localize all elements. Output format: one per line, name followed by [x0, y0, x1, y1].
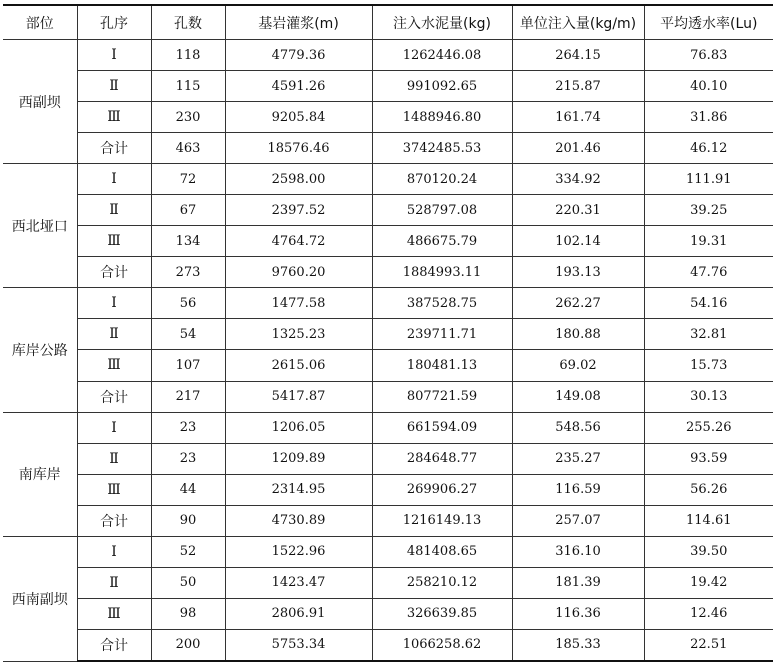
table-row — [3, 102, 773, 133]
average-permeability-cell: 31.86 — [644, 102, 773, 133]
header-part: 部位 — [3, 5, 77, 40]
hole-sequence-cell: Ⅰ — [77, 40, 151, 71]
cement-injected-cell: 661594.09 — [372, 412, 512, 443]
header-hole-count: 孔数 — [151, 5, 225, 40]
cement-injected-cell: 180481.13 — [372, 350, 512, 381]
average-permeability-cell: 114.61 — [644, 505, 773, 536]
table-row — [3, 567, 773, 598]
hole-sequence-cell: 合计 — [77, 505, 151, 536]
bedrock-grouting-cell: 1206.05 — [225, 412, 372, 443]
part-cell: 西副坝 — [3, 40, 77, 164]
average-permeability-cell: 39.50 — [644, 536, 773, 567]
cement-injected-cell: 486675.79 — [372, 226, 512, 257]
hole-sequence-cell: Ⅰ — [77, 536, 151, 567]
cement-injected-cell: 481408.65 — [372, 536, 512, 567]
cement-injected-cell: 1884993.11 — [372, 257, 512, 288]
part-cell: 南库岸 — [3, 412, 77, 536]
unit-injection-cell: 215.87 — [512, 71, 644, 102]
header-average-permeability: 平均透水率(Lu) — [644, 5, 773, 40]
cement-injected-cell: 269906.27 — [372, 474, 512, 505]
bedrock-grouting-cell: 1477.58 — [225, 288, 372, 319]
hole-count-cell: 54 — [151, 319, 225, 350]
table-row — [3, 164, 773, 195]
part-cell: 西南副坝 — [3, 536, 77, 661]
table-row — [3, 598, 773, 629]
table-row — [3, 71, 773, 102]
average-permeability-cell: 40.10 — [644, 71, 773, 102]
hole-sequence-cell: Ⅲ — [77, 350, 151, 381]
average-permeability-cell: 54.16 — [644, 288, 773, 319]
hole-count-cell: 463 — [151, 133, 225, 164]
bedrock-grouting-cell: 9760.20 — [225, 257, 372, 288]
hole-count-cell: 90 — [151, 505, 225, 536]
average-permeability-cell: 12.46 — [644, 598, 773, 629]
bedrock-grouting-cell: 2615.06 — [225, 350, 372, 381]
cement-injected-cell: 1066258.62 — [372, 629, 512, 661]
table-row — [3, 319, 773, 350]
bedrock-grouting-cell: 5417.87 — [225, 381, 372, 412]
hole-sequence-cell: Ⅱ — [77, 195, 151, 226]
hole-count-cell: 98 — [151, 598, 225, 629]
hole-count-cell: 50 — [151, 567, 225, 598]
average-permeability-cell: 76.83 — [644, 40, 773, 71]
unit-injection-cell: 69.02 — [512, 350, 644, 381]
bedrock-grouting-cell: 2397.52 — [225, 195, 372, 226]
table-row — [3, 226, 773, 257]
cement-injected-cell: 387528.75 — [372, 288, 512, 319]
bedrock-grouting-cell: 1209.89 — [225, 443, 372, 474]
bedrock-grouting-cell: 9205.84 — [225, 102, 372, 133]
average-permeability-cell: 15.73 — [644, 350, 773, 381]
hole-count-cell: 134 — [151, 226, 225, 257]
cement-injected-cell: 258210.12 — [372, 567, 512, 598]
unit-injection-cell: 161.74 — [512, 102, 644, 133]
unit-injection-cell: 185.33 — [512, 629, 644, 661]
unit-injection-cell: 334.92 — [512, 164, 644, 195]
average-permeability-cell: 255.26 — [644, 412, 773, 443]
unit-injection-cell: 264.15 — [512, 40, 644, 71]
hole-sequence-cell: Ⅱ — [77, 319, 151, 350]
cement-injected-cell: 1216149.13 — [372, 505, 512, 536]
hole-sequence-cell: Ⅰ — [77, 288, 151, 319]
hole-sequence-cell: 合计 — [77, 629, 151, 661]
bedrock-grouting-cell: 18576.46 — [225, 133, 372, 164]
cement-injected-cell: 326639.85 — [372, 598, 512, 629]
average-permeability-cell: 32.81 — [644, 319, 773, 350]
unit-injection-cell: 180.88 — [512, 319, 644, 350]
cement-injected-cell: 284648.77 — [372, 443, 512, 474]
hole-sequence-cell: Ⅰ — [77, 412, 151, 443]
hole-count-cell: 52 — [151, 536, 225, 567]
average-permeability-cell: 19.42 — [644, 567, 773, 598]
bedrock-grouting-cell: 4730.89 — [225, 505, 372, 536]
average-permeability-cell: 46.12 — [644, 133, 773, 164]
hole-count-cell: 115 — [151, 71, 225, 102]
table-body — [3, 40, 773, 662]
hole-sequence-cell: Ⅲ — [77, 226, 151, 257]
header-cement-injected: 注入水泥量(kg) — [372, 5, 512, 40]
bedrock-grouting-cell: 1522.96 — [225, 536, 372, 567]
unit-injection-cell: 102.14 — [512, 226, 644, 257]
part-cell: 西北垭口 — [3, 164, 77, 288]
cement-injected-cell: 870120.24 — [372, 164, 512, 195]
table-row — [3, 40, 773, 71]
hole-count-cell: 23 — [151, 443, 225, 474]
bedrock-grouting-cell: 2598.00 — [225, 164, 372, 195]
cement-injected-cell: 3742485.53 — [372, 133, 512, 164]
cement-injected-cell: 1488946.80 — [372, 102, 512, 133]
unit-injection-cell: 149.08 — [512, 381, 644, 412]
hole-sequence-cell: Ⅱ — [77, 443, 151, 474]
average-permeability-cell: 39.25 — [644, 195, 773, 226]
average-permeability-cell: 22.51 — [644, 629, 773, 661]
average-permeability-cell: 93.59 — [644, 443, 773, 474]
hole-sequence-cell: Ⅰ — [77, 164, 151, 195]
hole-sequence-cell: Ⅱ — [77, 567, 151, 598]
bedrock-grouting-cell: 4591.26 — [225, 71, 372, 102]
bedrock-grouting-cell: 1325.23 — [225, 319, 372, 350]
unit-injection-cell: 235.27 — [512, 443, 644, 474]
hole-count-cell: 72 — [151, 164, 225, 195]
unit-injection-cell: 116.36 — [512, 598, 644, 629]
table-row — [3, 412, 773, 443]
header-row — [3, 5, 773, 40]
table-row — [3, 536, 773, 567]
hole-count-cell: 217 — [151, 381, 225, 412]
bedrock-grouting-cell: 4764.72 — [225, 226, 372, 257]
hole-count-cell: 107 — [151, 350, 225, 381]
cement-injected-cell: 1262446.08 — [372, 40, 512, 71]
cement-injected-cell: 991092.65 — [372, 71, 512, 102]
table-row — [3, 474, 773, 505]
average-permeability-cell: 19.31 — [644, 226, 773, 257]
hole-sequence-cell: 合计 — [77, 133, 151, 164]
hole-count-cell: 200 — [151, 629, 225, 661]
subtotal-row — [3, 133, 773, 164]
header-bedrock-grouting: 基岩灌浆(m) — [225, 5, 372, 40]
bedrock-grouting-cell: 2314.95 — [225, 474, 372, 505]
bedrock-grouting-cell: 4779.36 — [225, 40, 372, 71]
hole-sequence-cell: Ⅲ — [77, 102, 151, 133]
average-permeability-cell: 47.76 — [644, 257, 773, 288]
hole-sequence-cell: Ⅲ — [77, 474, 151, 505]
table-row — [3, 443, 773, 474]
bedrock-grouting-cell: 1423.47 — [225, 567, 372, 598]
subtotal-row — [3, 381, 773, 412]
hole-count-cell: 118 — [151, 40, 225, 71]
hole-sequence-cell: Ⅲ — [77, 598, 151, 629]
cement-injected-cell: 239711.71 — [372, 319, 512, 350]
cement-injected-cell: 528797.08 — [372, 195, 512, 226]
hole-count-cell: 67 — [151, 195, 225, 226]
average-permeability-cell: 56.26 — [644, 474, 773, 505]
hole-sequence-cell: 合计 — [77, 257, 151, 288]
unit-injection-cell: 201.46 — [512, 133, 644, 164]
unit-injection-cell: 262.27 — [512, 288, 644, 319]
hole-sequence-cell: Ⅱ — [77, 71, 151, 102]
hole-count-cell: 273 — [151, 257, 225, 288]
subtotal-row — [3, 257, 773, 288]
table-row — [3, 288, 773, 319]
header-unit-injection: 单位注入量(kg/m) — [512, 5, 644, 40]
table-row — [3, 350, 773, 381]
hole-sequence-cell: 合计 — [77, 381, 151, 412]
unit-injection-cell: 316.10 — [512, 536, 644, 567]
cement-injected-cell: 807721.59 — [372, 381, 512, 412]
bedrock-grouting-cell: 2806.91 — [225, 598, 372, 629]
unit-injection-cell: 257.07 — [512, 505, 644, 536]
unit-injection-cell: 181.39 — [512, 567, 644, 598]
hole-count-cell: 56 — [151, 288, 225, 319]
subtotal-row — [3, 505, 773, 536]
subtotal-row — [3, 629, 773, 661]
table-row — [3, 195, 773, 226]
hole-count-cell: 23 — [151, 412, 225, 443]
bedrock-grouting-cell: 5753.34 — [225, 629, 372, 661]
unit-injection-cell: 220.31 — [512, 195, 644, 226]
hole-count-cell: 230 — [151, 102, 225, 133]
average-permeability-cell: 30.13 — [644, 381, 773, 412]
part-cell: 库岸公路 — [3, 288, 77, 412]
grouting-statistics-table — [3, 4, 773, 662]
hole-count-cell: 44 — [151, 474, 225, 505]
unit-injection-cell: 116.59 — [512, 474, 644, 505]
unit-injection-cell: 193.13 — [512, 257, 644, 288]
average-permeability-cell: 111.91 — [644, 164, 773, 195]
unit-injection-cell: 548.56 — [512, 412, 644, 443]
header-hole-sequence: 孔序 — [77, 5, 151, 40]
